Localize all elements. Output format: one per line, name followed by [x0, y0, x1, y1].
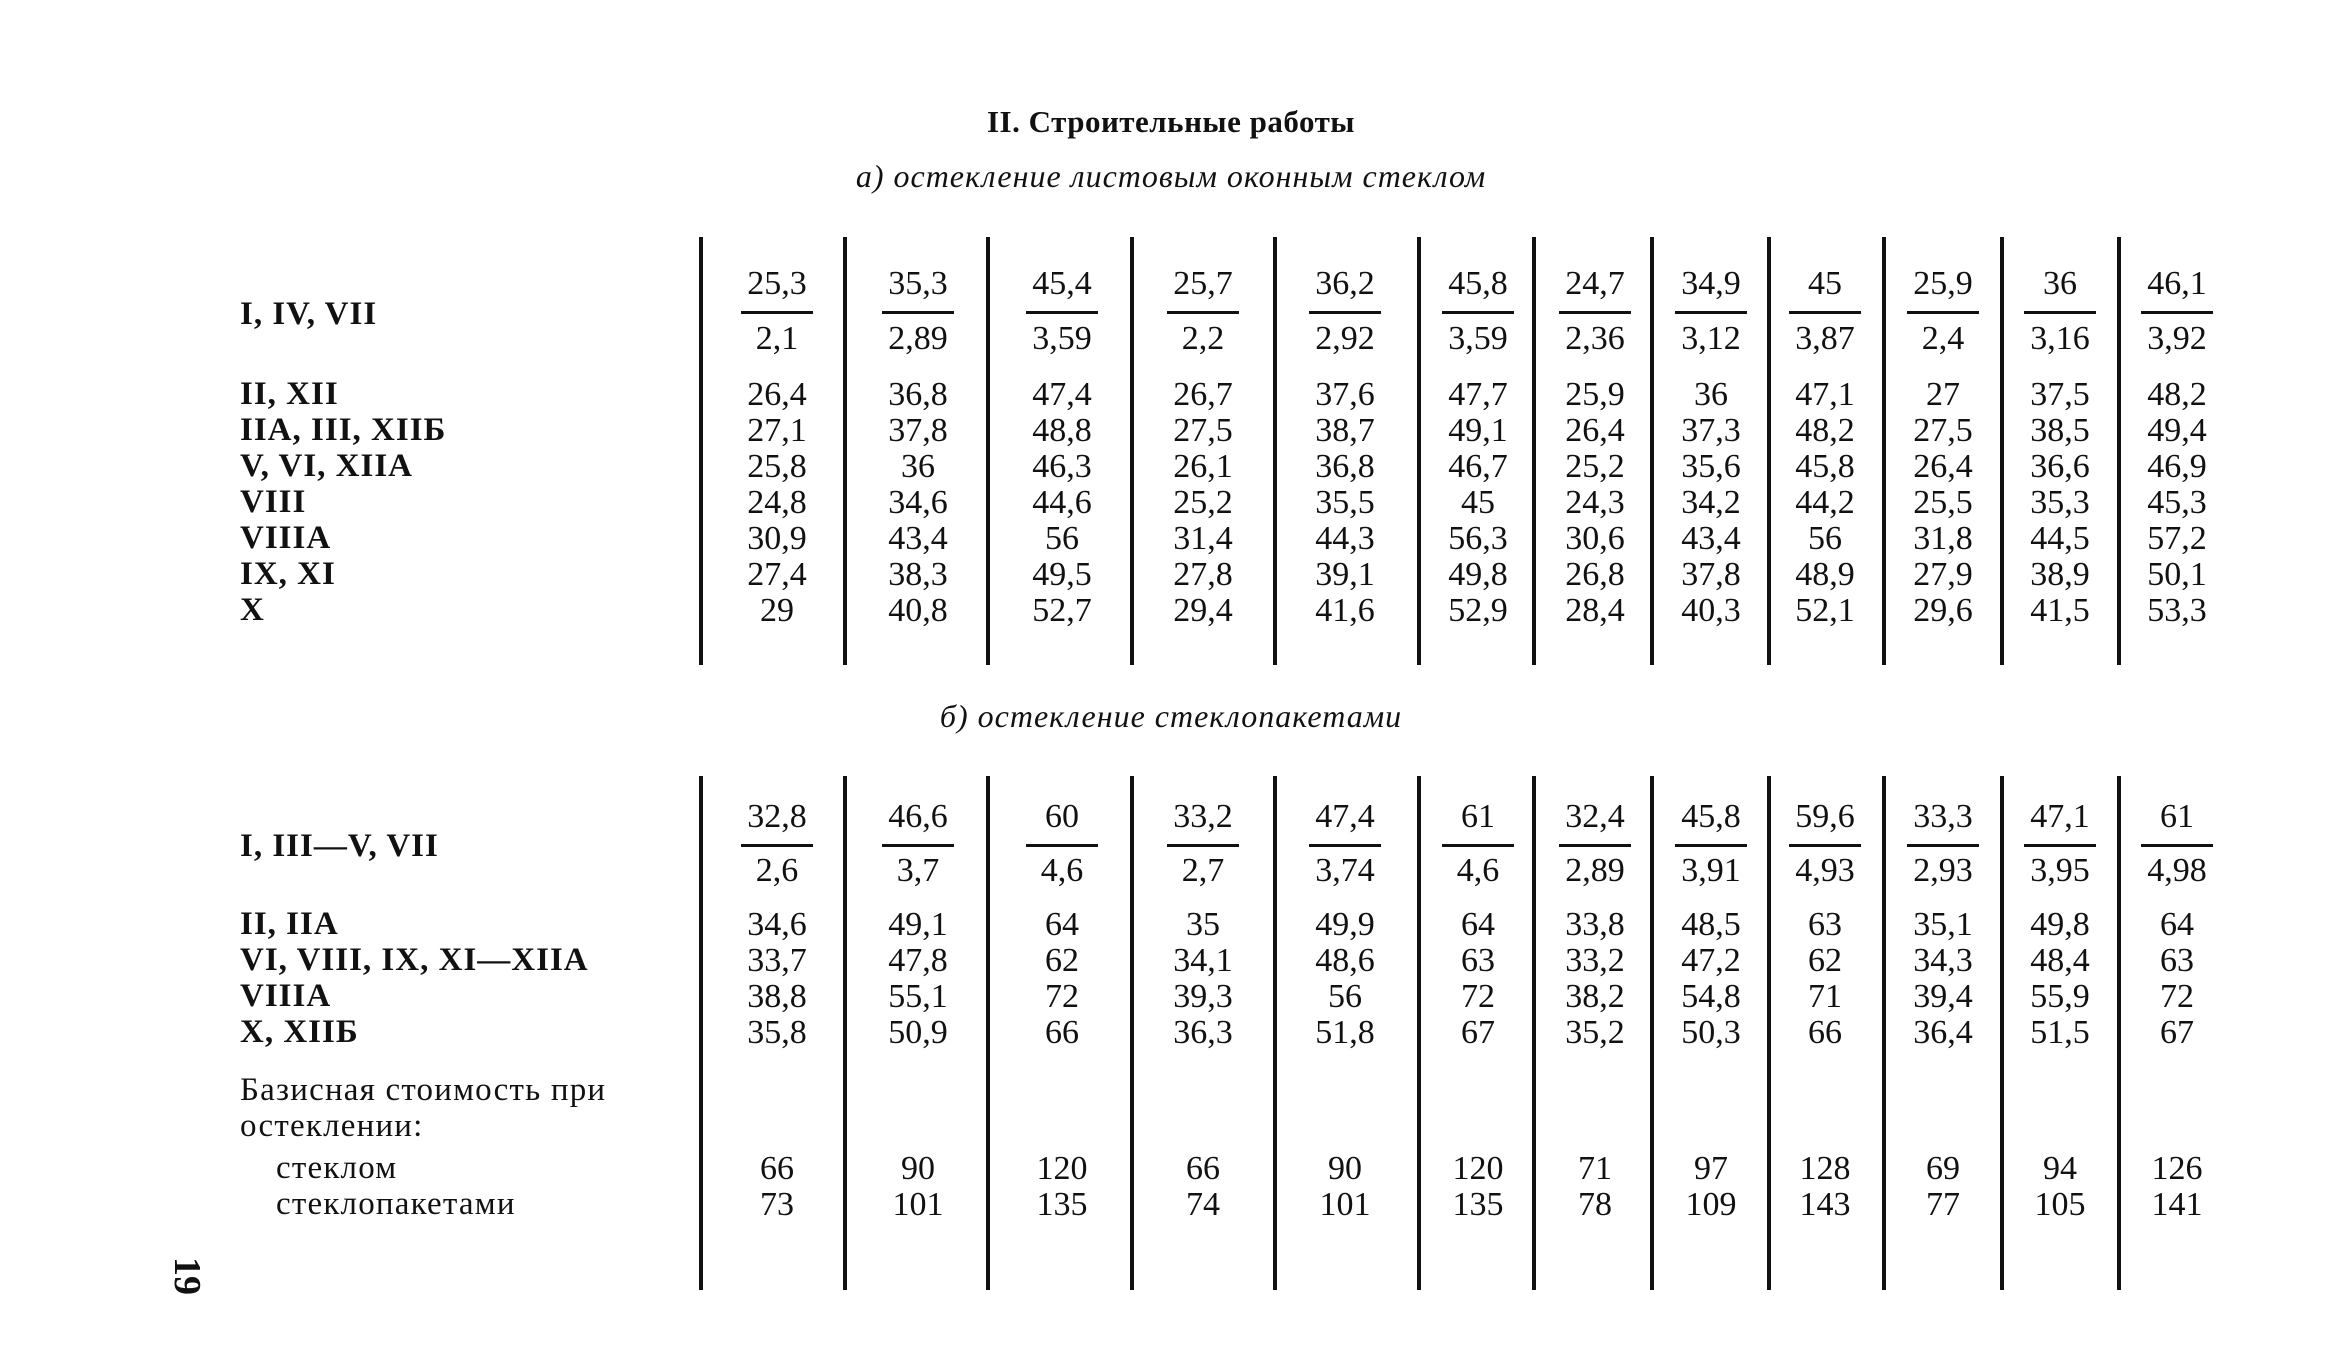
header-row-label: I, IV, VII — [240, 296, 378, 332]
table-cell: 55,1 — [888, 978, 948, 1015]
base-cost-cell: 143 — [1799, 1186, 1851, 1223]
table-cell: 39,4 — [1913, 978, 1973, 1015]
fraction-bar — [882, 844, 954, 847]
table-cell: 49,8 — [1448, 556, 1508, 593]
header-denominator: 2,2 — [1181, 320, 1225, 357]
header-numerator: 36 — [2043, 265, 2077, 302]
table-cell: 67 — [2160, 1014, 2194, 1051]
header-denominator: 4,6 — [1040, 852, 1084, 889]
header-numerator: 25,7 — [1173, 265, 1233, 302]
table-cell: 40,3 — [1681, 592, 1741, 629]
table-cell: 26,1 — [1173, 448, 1233, 485]
fraction-bar — [1675, 311, 1747, 314]
table-cell: 26,7 — [1173, 376, 1233, 413]
base-cost-cell: 69 — [1926, 1150, 1960, 1187]
table-cell: 38,9 — [2030, 556, 2090, 593]
header-numerator: 36,2 — [1315, 265, 1375, 302]
table-cell: 72 — [1461, 978, 1495, 1015]
fraction-bar — [2024, 311, 2096, 314]
header-denominator: 4,98 — [2147, 852, 2207, 889]
table-cell: 47,4 — [1032, 376, 1092, 413]
table-cell: 29 — [760, 592, 794, 629]
table-cell: 37,8 — [1681, 556, 1741, 593]
table-cell: 27,9 — [1913, 556, 1973, 593]
header-denominator: 4,93 — [1795, 852, 1855, 889]
table-cell: 24,8 — [747, 484, 807, 521]
table-cell: 27,8 — [1173, 556, 1233, 593]
header-denominator: 3,59 — [1032, 320, 1092, 357]
header-denominator: 3,59 — [1448, 320, 1508, 357]
table-cell: 31,8 — [1913, 520, 1973, 557]
table-cell: 26,4 — [1565, 412, 1625, 449]
table-cell: 45,3 — [2147, 484, 2207, 521]
table-cell: 27,4 — [747, 556, 807, 593]
header-denominator: 3,74 — [1315, 852, 1375, 889]
table-cell: 30,9 — [747, 520, 807, 557]
base-cost-cell: 120 — [1452, 1150, 1504, 1187]
fraction-bar — [1167, 311, 1239, 314]
table-cell: 38,2 — [1565, 978, 1625, 1015]
table-cell: 34,3 — [1913, 942, 1973, 979]
table-cell: 47,2 — [1681, 942, 1741, 979]
header-denominator: 2,93 — [1913, 852, 1973, 889]
table-cell: 25,2 — [1173, 484, 1233, 521]
table-cell: 72 — [2160, 978, 2194, 1015]
row-label: II, XII — [240, 376, 339, 412]
table-cell: 34,2 — [1681, 484, 1741, 521]
table-cell: 38,5 — [2030, 412, 2090, 449]
header-numerator: 61 — [2160, 798, 2194, 835]
table-cell: 63 — [1461, 942, 1495, 979]
base-cost-cell: 135 — [1452, 1186, 1504, 1223]
table-cell: 26,4 — [747, 376, 807, 413]
row-label: VIII — [240, 484, 307, 520]
column-rule — [1273, 776, 1277, 1290]
table-cell: 44,3 — [1315, 520, 1375, 557]
row-label: V, VI, XIIА — [240, 448, 414, 484]
table-cell: 45,8 — [1795, 448, 1855, 485]
fraction-bar — [1309, 311, 1381, 314]
table-cell: 46,9 — [2147, 448, 2207, 485]
table-cell: 36,8 — [1315, 448, 1375, 485]
header-numerator: 45,8 — [1448, 265, 1508, 302]
table-cell: 56 — [1328, 978, 1362, 1015]
header-numerator: 32,4 — [1565, 798, 1625, 835]
table-cell: 47,7 — [1448, 376, 1508, 413]
header-denominator: 2,92 — [1315, 320, 1375, 357]
base-cost-cell: 78 — [1578, 1186, 1612, 1223]
table-cell: 48,8 — [1032, 412, 1092, 449]
header-numerator: 25,9 — [1913, 265, 1973, 302]
column-rule — [986, 776, 990, 1290]
fraction-bar — [2141, 311, 2213, 314]
column-rule — [1650, 237, 1654, 665]
table-cell: 64 — [1045, 906, 1079, 943]
table-cell: 25,9 — [1565, 376, 1625, 413]
header-denominator: 2,6 — [755, 852, 799, 889]
table-cell: 31,4 — [1173, 520, 1233, 557]
header-row-label: I, III—V, VII — [240, 828, 439, 864]
table-cell: 26,8 — [1565, 556, 1625, 593]
table-cell: 54,8 — [1681, 978, 1741, 1015]
table-cell: 49,4 — [2147, 412, 2207, 449]
base-cost-cell: 90 — [901, 1150, 935, 1187]
page-number: 19 — [166, 1257, 208, 1295]
fraction-bar — [1789, 311, 1861, 314]
fraction-bar — [1789, 844, 1861, 847]
table-cell: 55,9 — [2030, 978, 2090, 1015]
table-cell: 48,6 — [1315, 942, 1375, 979]
table-cell: 46,3 — [1032, 448, 1092, 485]
table-cell: 48,5 — [1681, 906, 1741, 943]
header-numerator: 45 — [1808, 265, 1842, 302]
header-denominator: 2,7 — [1181, 852, 1225, 889]
table-cell: 36,6 — [2030, 448, 2090, 485]
fraction-bar — [1559, 844, 1631, 847]
header-denominator: 3,87 — [1795, 320, 1855, 357]
table-cell: 27 — [1926, 376, 1960, 413]
base-cost-cell: 94 — [2043, 1150, 2077, 1187]
table-cell: 48,2 — [2147, 376, 2207, 413]
header-numerator: 24,7 — [1565, 265, 1625, 302]
base-cost-cell: 109 — [1685, 1186, 1737, 1223]
table-cell: 38,8 — [747, 978, 807, 1015]
row-label: VIIIА — [240, 520, 332, 556]
table-cell: 49,8 — [2030, 906, 2090, 943]
header-numerator: 46,1 — [2147, 265, 2207, 302]
column-rule — [2117, 237, 2121, 665]
table-cell: 62 — [1808, 942, 1842, 979]
base-cost-row-label: стеклом — [276, 1150, 398, 1186]
table-cell: 29,6 — [1913, 592, 1973, 629]
table-cell: 34,6 — [747, 906, 807, 943]
header-denominator: 4,6 — [1456, 852, 1500, 889]
base-cost-cell: 71 — [1578, 1150, 1612, 1187]
column-rule — [843, 237, 847, 665]
fraction-bar — [1167, 844, 1239, 847]
table-cell: 26,4 — [1913, 448, 1973, 485]
table-cell: 36,4 — [1913, 1014, 1973, 1051]
table-cell: 37,8 — [888, 412, 948, 449]
table-cell: 25,5 — [1913, 484, 1973, 521]
column-rule — [1417, 237, 1421, 665]
table-cell: 52,9 — [1448, 592, 1508, 629]
table-cell: 41,6 — [1315, 592, 1375, 629]
table-cell: 44,2 — [1795, 484, 1855, 521]
subsection-b-title: б) остекление стеклопакетами — [939, 698, 1403, 734]
table-cell: 30,6 — [1565, 520, 1625, 557]
table-cell: 47,8 — [888, 942, 948, 979]
table-cell: 37,5 — [2030, 376, 2090, 413]
base-cost-cell: 120 — [1036, 1150, 1088, 1187]
header-denominator: 2,36 — [1565, 320, 1625, 357]
row-label: VIIIА — [240, 978, 332, 1014]
header-denominator: 2,89 — [888, 320, 948, 357]
table-cell: 43,4 — [888, 520, 948, 557]
header-numerator: 33,3 — [1913, 798, 1973, 835]
base-cost-cell: 101 — [892, 1186, 944, 1223]
column-rule — [1130, 776, 1134, 1290]
table-cell: 35,2 — [1565, 1014, 1625, 1051]
base-cost-cell: 90 — [1328, 1150, 1362, 1187]
table-cell: 66 — [1808, 1014, 1842, 1051]
header-numerator: 34,9 — [1681, 265, 1741, 302]
column-rule — [1130, 237, 1134, 665]
header-numerator: 45,8 — [1681, 798, 1741, 835]
column-rule — [986, 237, 990, 665]
table-cell: 36,3 — [1173, 1014, 1233, 1051]
row-label: IX, XI — [240, 556, 336, 592]
header-denominator: 2,1 — [755, 320, 799, 357]
table-cell: 25,2 — [1565, 448, 1625, 485]
table-cell: 45 — [1461, 484, 1495, 521]
table-cell: 56,3 — [1448, 520, 1508, 557]
column-rule — [1882, 237, 1886, 665]
table-cell: 27,5 — [1173, 412, 1233, 449]
table-cell: 35,3 — [2030, 484, 2090, 521]
base-cost-cell: 74 — [1186, 1186, 1220, 1223]
table-cell: 39,1 — [1315, 556, 1375, 593]
table-cell: 35 — [1186, 906, 1220, 943]
table-cell: 33,2 — [1565, 942, 1625, 979]
header-numerator: 46,6 — [888, 798, 948, 835]
header-denominator: 3,7 — [896, 852, 940, 889]
table-cell: 33,8 — [1565, 906, 1625, 943]
table-cell: 33,7 — [747, 942, 807, 979]
table-cell: 35,8 — [747, 1014, 807, 1051]
header-numerator: 60 — [1045, 798, 1079, 835]
base-cost-heading: Базисная стоимость при — [240, 1072, 607, 1108]
table-cell: 63 — [1808, 906, 1842, 943]
table-cell: 44,6 — [1032, 484, 1092, 521]
row-label: VI, VIII, IX, XI—XIIА — [240, 942, 589, 978]
header-denominator: 3,91 — [1681, 852, 1741, 889]
row-label: X — [240, 592, 265, 628]
base-cost-cell: 105 — [2034, 1186, 2086, 1223]
table-cell: 71 — [1808, 978, 1842, 1015]
fraction-bar — [882, 311, 954, 314]
table-cell: 43,4 — [1681, 520, 1741, 557]
table-cell: 49,9 — [1315, 906, 1375, 943]
header-denominator: 2,4 — [1921, 320, 1965, 357]
header-denominator: 3,92 — [2147, 320, 2207, 357]
base-cost-cell: 73 — [760, 1186, 794, 1223]
fraction-bar — [1675, 844, 1747, 847]
table-cell: 27,1 — [747, 412, 807, 449]
column-rule — [1882, 776, 1886, 1290]
column-rule — [1273, 237, 1277, 665]
subsection-a-title: а) остекление листовым оконным стеклом — [855, 158, 1487, 194]
table-cell: 36 — [1694, 376, 1728, 413]
table-cell: 37,3 — [1681, 412, 1741, 449]
base-cost-cell: 135 — [1036, 1186, 1088, 1223]
fraction-bar — [1026, 844, 1098, 847]
table-cell: 24,3 — [1565, 484, 1625, 521]
fraction-bar — [1559, 311, 1631, 314]
fraction-bar — [2141, 844, 2213, 847]
table-cell: 29,4 — [1173, 592, 1233, 629]
header-numerator: 32,8 — [747, 798, 807, 835]
table-cell: 28,4 — [1565, 592, 1625, 629]
base-cost-cell: 97 — [1694, 1150, 1728, 1187]
fraction-bar — [1442, 844, 1514, 847]
header-numerator: 25,3 — [747, 265, 807, 302]
table-cell: 56 — [1808, 520, 1842, 557]
table-cell: 50,9 — [888, 1014, 948, 1051]
table-cell: 62 — [1045, 942, 1079, 979]
fraction-bar — [741, 311, 813, 314]
section-title: II. Строительные работы — [986, 104, 1355, 139]
table-cell: 34,6 — [888, 484, 948, 521]
table-cell: 48,9 — [1795, 556, 1855, 593]
table-cell: 52,1 — [1795, 592, 1855, 629]
table-cell: 49,1 — [888, 906, 948, 943]
table-cell: 50,3 — [1681, 1014, 1741, 1051]
header-numerator: 61 — [1461, 798, 1495, 835]
table-cell: 63 — [2160, 942, 2194, 979]
table-cell: 52,7 — [1032, 592, 1092, 629]
base-cost-heading-cont: остеклении: — [240, 1108, 424, 1144]
row-label: II, IIА — [240, 906, 339, 942]
row-label: X, XIIБ — [240, 1014, 359, 1050]
column-rule — [2000, 237, 2004, 665]
table-cell: 49,5 — [1032, 556, 1092, 593]
column-rule — [1650, 776, 1654, 1290]
column-rule — [2117, 776, 2121, 1290]
table-cell: 64 — [2160, 906, 2194, 943]
table-cell: 48,4 — [2030, 942, 2090, 979]
base-cost-cell: 126 — [2151, 1150, 2203, 1187]
table-cell: 46,7 — [1448, 448, 1508, 485]
base-cost-cell: 77 — [1926, 1186, 1960, 1223]
column-rule — [1417, 776, 1421, 1290]
header-numerator: 45,4 — [1032, 265, 1092, 302]
row-label: IIА, III, XIIБ — [240, 412, 447, 448]
fraction-bar — [1309, 844, 1381, 847]
column-rule — [699, 237, 703, 665]
fraction-bar — [1026, 311, 1098, 314]
table-cell: 72 — [1045, 978, 1079, 1015]
table-cell: 48,2 — [1795, 412, 1855, 449]
header-numerator: 35,3 — [888, 265, 948, 302]
fraction-bar — [1442, 311, 1514, 314]
table-cell: 66 — [1045, 1014, 1079, 1051]
table-cell: 57,2 — [2147, 520, 2207, 557]
table-cell: 38,7 — [1315, 412, 1375, 449]
table-cell: 38,3 — [888, 556, 948, 593]
table-cell: 36 — [901, 448, 935, 485]
base-cost-cell: 66 — [1186, 1150, 1220, 1187]
base-cost-cell: 101 — [1319, 1186, 1371, 1223]
column-rule — [2000, 776, 2004, 1290]
fraction-bar — [1907, 844, 1979, 847]
table-cell: 51,5 — [2030, 1014, 2090, 1051]
header-denominator: 2,89 — [1565, 852, 1625, 889]
column-rule — [843, 776, 847, 1290]
table-cell: 50,1 — [2147, 556, 2207, 593]
fraction-bar — [741, 844, 813, 847]
table-cell: 40,8 — [888, 592, 948, 629]
table-cell: 36,8 — [888, 376, 948, 413]
table-cell: 53,3 — [2147, 592, 2207, 629]
base-cost-cell: 66 — [760, 1150, 794, 1187]
base-cost-row-label: стеклопакетами — [276, 1186, 516, 1222]
table-cell: 35,5 — [1315, 484, 1375, 521]
header-numerator: 59,6 — [1795, 798, 1855, 835]
header-numerator: 47,1 — [2030, 798, 2090, 835]
table-cell: 27,5 — [1913, 412, 1973, 449]
table-cell: 25,8 — [747, 448, 807, 485]
table-cell: 49,1 — [1448, 412, 1508, 449]
table-cell: 64 — [1461, 906, 1495, 943]
header-denominator: 3,16 — [2030, 320, 2090, 357]
table-cell: 67 — [1461, 1014, 1495, 1051]
header-denominator: 3,12 — [1681, 320, 1741, 357]
table-cell: 37,6 — [1315, 376, 1375, 413]
table-cell: 56 — [1045, 520, 1079, 557]
header-numerator: 47,4 — [1315, 798, 1375, 835]
fraction-bar — [1907, 311, 1979, 314]
table-cell: 39,3 — [1173, 978, 1233, 1015]
table-cell: 35,1 — [1913, 906, 1973, 943]
base-cost-cell: 128 — [1799, 1150, 1851, 1187]
fraction-bar — [2024, 844, 2096, 847]
table-cell: 47,1 — [1795, 376, 1855, 413]
header-denominator: 3,95 — [2030, 852, 2090, 889]
table-cell: 34,1 — [1173, 942, 1233, 979]
table-cell: 44,5 — [2030, 520, 2090, 557]
table-cell: 35,6 — [1681, 448, 1741, 485]
table-cell: 41,5 — [2030, 592, 2090, 629]
table-cell: 51,8 — [1315, 1014, 1375, 1051]
header-numerator: 33,2 — [1173, 798, 1233, 835]
column-rule — [699, 776, 703, 1290]
base-cost-cell: 141 — [2151, 1186, 2203, 1223]
